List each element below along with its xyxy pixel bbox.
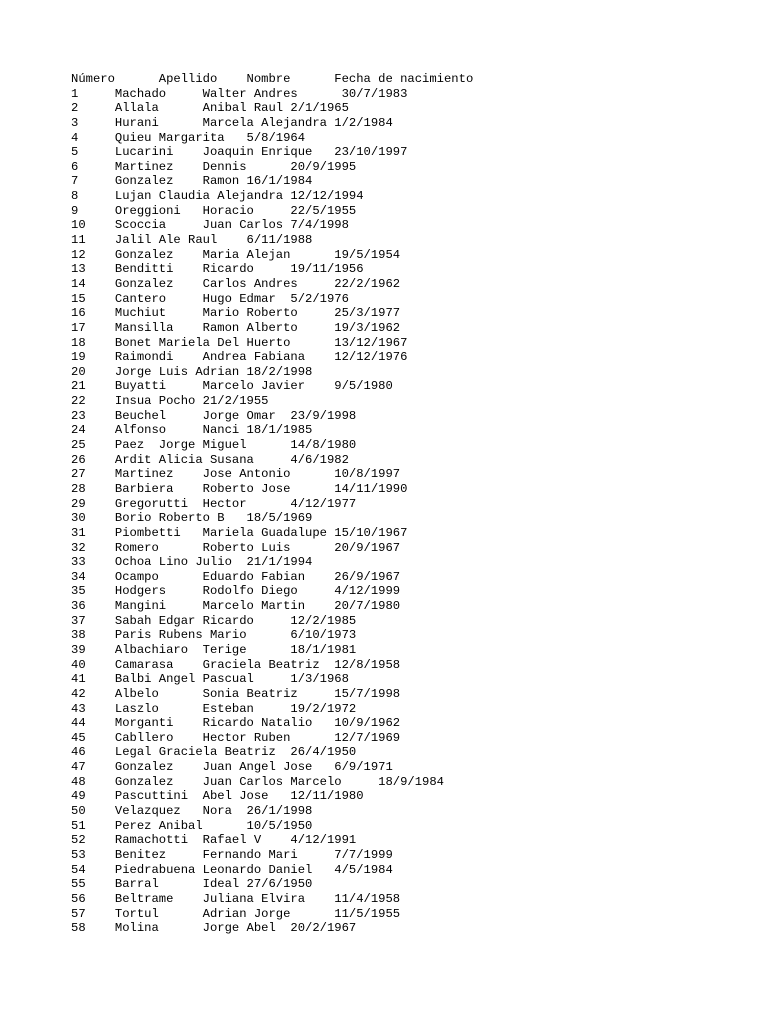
record-line: 1 Machado Walter Andres 30/7/1983: [71, 86, 408, 101]
record-line: 19 Raimondi Andrea Fabiana 12/12/1976: [71, 350, 408, 365]
record-line: 6 Martinez Dennis 20/9/1995: [71, 159, 357, 174]
record-line: 34 Ocampo Eduardo Fabian 26/9/1967: [71, 569, 401, 584]
record-line: 2 Allala Anibal Raul 2/1/1965: [71, 101, 349, 116]
record-line: 45 Cabllero Hector Ruben 12/7/1969: [71, 730, 401, 745]
record-line: 43 Laszlo Esteban 19/2/1972: [71, 701, 357, 716]
record-line: 20 Jorge Luis Adrian 18/2/1998: [71, 364, 313, 379]
record-line: 51 Perez Anibal 10/5/1950: [71, 818, 313, 833]
record-line: 35 Hodgers Rodolfo Diego 4/12/1999: [71, 584, 401, 599]
record-line: 31 Piombetti Mariela Guadalupe 15/10/1967: [71, 525, 408, 540]
record-line: 13 Benditti Ricardo 19/11/1956: [71, 262, 364, 277]
record-line: 5 Lucarini Joaquin Enrique 23/10/1997: [71, 145, 408, 160]
record-line: 38 Paris Rubens Mario 6/10/1973: [71, 628, 357, 643]
record-line: 49 Pascuttini Abel Jose 12/11/1980: [71, 789, 364, 804]
record-line: 27 Martinez Jose Antonio 10/8/1997: [71, 467, 401, 482]
record-line: 40 Camarasa Graciela Beatriz 12/8/1958: [71, 657, 401, 672]
header-line: Número Apellido Nombre Fecha de nacimiento: [71, 72, 474, 86]
record-line: 8 Lujan Claudia Alejandra 12/12/1994: [71, 189, 364, 204]
record-line: 44 Morganti Ricardo Natalio 10/9/1962: [71, 716, 401, 731]
record-line: 9 Oreggioni Horacio 22/5/1955: [71, 203, 357, 218]
record-line: 47 Gonzalez Juan Angel Jose 6/9/1971: [71, 760, 393, 775]
record-line: 30 Borio Roberto B 18/5/1969: [71, 511, 313, 526]
record-line: 11 Jalil Ale Raul 6/11/1988: [71, 233, 313, 248]
record-line: 4 Quieu Margarita 5/8/1964: [71, 130, 306, 145]
record-line: 57 Tortul Adrian Jorge 11/5/1955: [71, 906, 401, 921]
record-line: 46 Legal Graciela Beatriz 26/4/1950: [71, 745, 357, 760]
record-line: 32 Romero Roberto Luis 20/9/1967: [71, 540, 401, 555]
record-line: 26 Ardit Alicia Susana 4/6/1982: [71, 452, 349, 467]
record-line: 28 Barbiera Roberto Jose 14/11/1990: [71, 481, 408, 496]
record-line: 56 Beltrame Juliana Elvira 11/4/1958: [71, 891, 401, 906]
record-line: 21 Buyatti Marcelo Javier 9/5/1980: [71, 379, 393, 394]
record-line: 58 Molina Jorge Abel 20/2/1967: [71, 921, 357, 936]
record-line: 3 Hurani Marcela Alejandra 1/2/1984: [71, 115, 393, 130]
record-line: 48 Gonzalez Juan Carlos Marcelo 18/9/1984: [71, 774, 444, 789]
record-line: 23 Beuchel Jorge Omar 23/9/1998: [71, 408, 357, 423]
record-line: 39 Albachiaro Terige 18/1/1981: [71, 642, 357, 657]
record-line: 12 Gonzalez Maria Alejan 19/5/1954: [71, 247, 401, 262]
record-line: 54 Piedrabuena Leonardo Daniel 4/5/1984: [71, 862, 393, 877]
record-line: 50 Velazquez Nora 26/1/1998: [71, 804, 313, 819]
record-line: 24 Alfonso Nanci 18/1/1985: [71, 423, 313, 438]
document-body: [71, 72, 473, 936]
record-line: 42 Albelo Sonia Beatriz 15/7/1998: [71, 686, 401, 701]
record-line: 55 Barral Ideal 27/6/1950: [71, 877, 313, 892]
record-line: 29 Gregorutti Hector 4/12/1977: [71, 496, 357, 511]
record-line: 37 Sabah Edgar Ricardo 12/2/1985: [71, 613, 357, 628]
record-line: 52 Ramachotti Rafael V 4/12/1991: [71, 833, 357, 848]
record-line: 17 Mansilla Ramon Alberto 19/3/1962: [71, 320, 401, 335]
record-line: 36 Mangini Marcelo Martin 20/7/1980: [71, 599, 401, 614]
record-line: 15 Cantero Hugo Edmar 5/2/1976: [71, 291, 349, 306]
record-line: 25 Paez Jorge Miguel 14/8/1980: [71, 438, 357, 453]
record-line: 16 Muchiut Mario Roberto 25/3/1977: [71, 306, 401, 321]
record-line: 10 Scoccia Juan Carlos 7/4/1998: [71, 218, 349, 233]
record-line: 14 Gonzalez Carlos Andres 22/2/1962: [71, 276, 401, 291]
record-line: 41 Balbi Angel Pascual 1/3/1968: [71, 672, 349, 687]
record-line: 7 Gonzalez Ramon 16/1/1984: [71, 174, 313, 189]
record-line: 18 Bonet Mariela Del Huerto 13/12/1967: [71, 335, 408, 350]
record-line: 33 Ochoa Lino Julio 21/1/1994: [71, 555, 313, 570]
record-line: 53 Benitez Fernando Mari 7/7/1999: [71, 847, 393, 862]
record-line: 22 Insua Pocho 21/2/1955: [71, 394, 269, 409]
